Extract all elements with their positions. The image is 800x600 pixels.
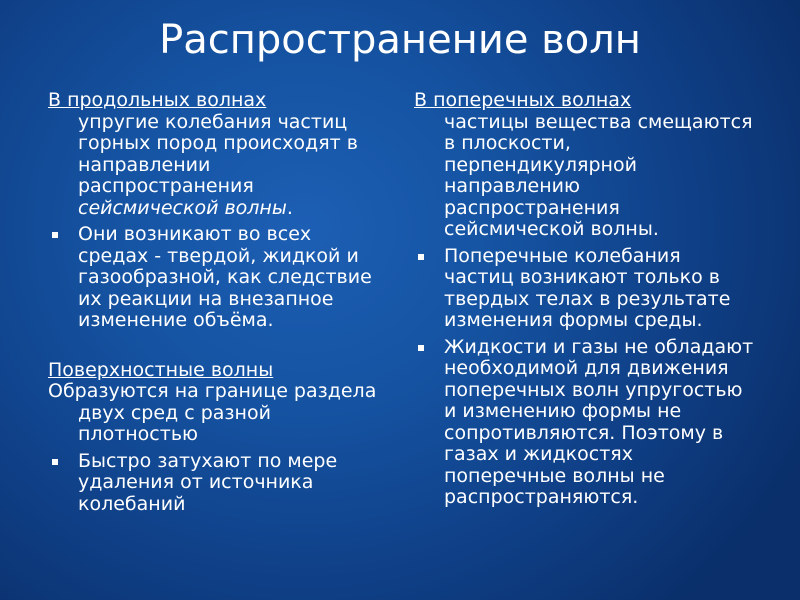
square-bullet-icon [418, 254, 424, 260]
longitudinal-text-end: . [286, 196, 293, 219]
square-bullet-icon [52, 459, 58, 465]
square-bullet-icon [418, 345, 424, 351]
longitudinal-text-start: упругие колебания частиц горных пород происходят в направлении распространения [78, 110, 358, 197]
longitudinal-waves-heading: В продольных волнах [48, 89, 267, 111]
surface-waves-heading: Поверхностные волны [48, 358, 274, 381]
slide-title: Распространение волн [159, 17, 641, 63]
right-bullet-fluids-text: Жидкости и газы не обладают необходимой для движения поперечных волн упругостью и изменению формы не сопротивляются. Поэтому в газах и жидкостях поперечные волны не распространяются. [444, 335, 754, 508]
right-column [414, 90, 754, 509]
square-bullet-icon [52, 232, 58, 238]
transverse-waves-heading: В поперечных волнах [414, 89, 632, 111]
longitudinal-text-italic: сейсмической волны [78, 196, 287, 219]
longitudinal-waves-text [48, 112, 384, 220]
section-spacer [48, 332, 384, 360]
left-bullet-attenuation-text: Быстро затухают по мере удаления от источника колебаний [78, 449, 338, 515]
transverse-waves-text: частицы вещества смещаются в плоскости, перпендикулярной направлению распространения сейсмической волны. [444, 110, 753, 240]
right-bullet-fluids [414, 337, 754, 509]
left-bullet-attenuation [48, 451, 384, 516]
surface-waves-text: Образуются на границе раздела двух сред с разной плотностью [48, 380, 377, 445]
left-column [48, 90, 384, 515]
right-bullet-solids-text: Поперечные колебания частиц возникают только в твердых телах в результате изменения формы среды. [444, 244, 731, 331]
left-bullet-media [48, 224, 384, 332]
left-bullet-media-text: Они возникают во всех средах - твердой, жидкой и газообразной, как следствие их реакции на внезапное изменение объёма. [78, 223, 372, 331]
right-bullet-solids [414, 246, 754, 332]
